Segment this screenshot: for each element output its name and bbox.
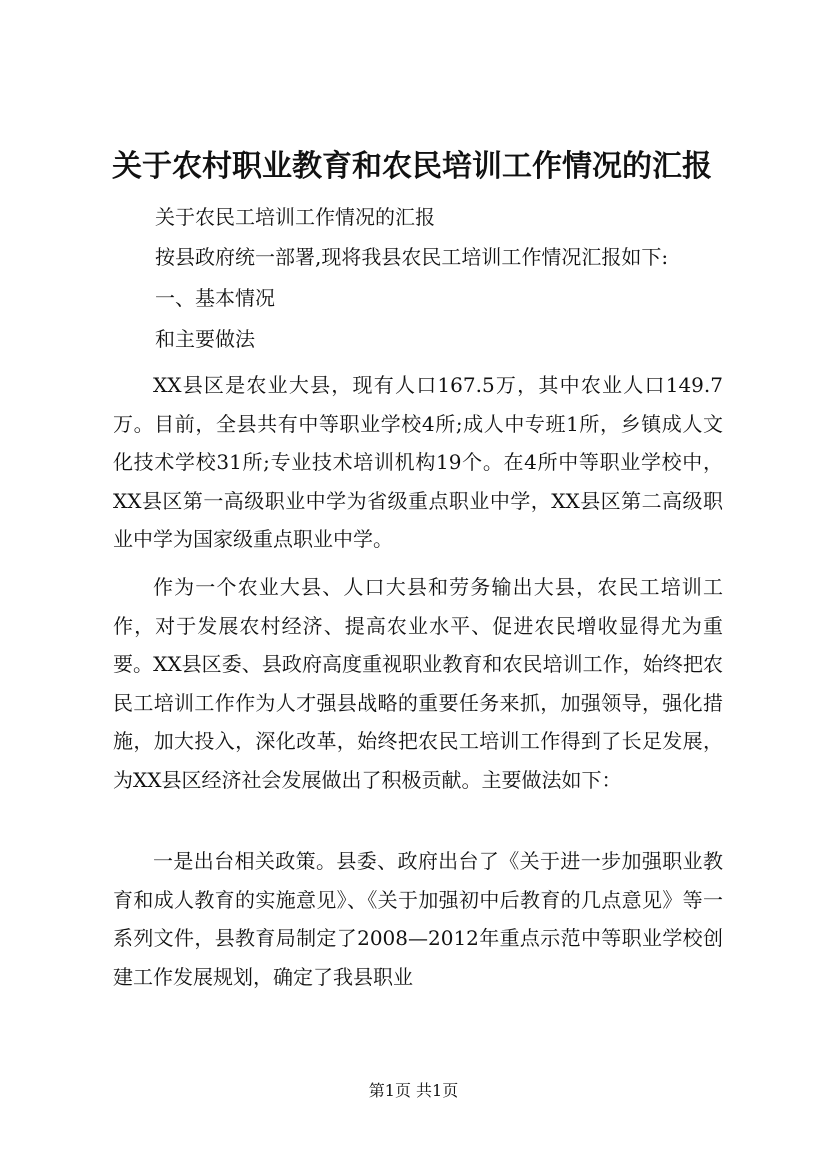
paragraph-importance: 作为一个农业大县、人口大县和劳务输出大县，农民工培训工作，对于发展农村经济、提高农业水平、促进农民增收显得尤为重要。XX县区委、县政府高度重视职业教育和农民培训工作，始终把农民工培训工作作为人才强县战略的重要任务来抓，加强领导，强化措施，加大投入，深化改革，始终把农民工培训工作得到了长足发展，为XX县区经济社会发展做出了积极贡献。主要做法如下： [113, 575, 723, 792]
section-heading-methods: 和主要做法 [155, 327, 255, 351]
section-heading-basic: 一、基本情况 [155, 286, 275, 310]
paragraph-basic-info: XX县区是农业大县，现有人口167.5万，其中农业人口149.7万。目前，全县共有中等职业学校4所;成人中专班1所，乡镇成人文化技术学校31所;专业技术培训机构19个。在4所中等职业学校中，XX县区第一高级职业中学为省级重点职业中学，XX县区第二高级职业中学为国家级重点职业中学。 [113, 373, 723, 551]
paragraph-policy: 一是出台相关政策。县委、政府出台了《关于进一步加强职业教育和成人教育的实施意见》、《关于加强初中后教育的几点意见》等一系列文件，县教育局制定了2008—2012年重点示范中等职业学校创建工作发展规划，确定了我县职业 [113, 849, 723, 989]
page-number-footer: 第1页 共1页 [368, 1081, 459, 1100]
document-subtitle: 关于农民工培训工作情况的汇报 [155, 205, 435, 229]
intro-line: 按县政府统一部署,现将我县农民工培训工作情况汇报如下: [155, 245, 669, 269]
document-title: 关于农村职业教育和农民培训工作情况的汇报 [112, 149, 712, 184]
